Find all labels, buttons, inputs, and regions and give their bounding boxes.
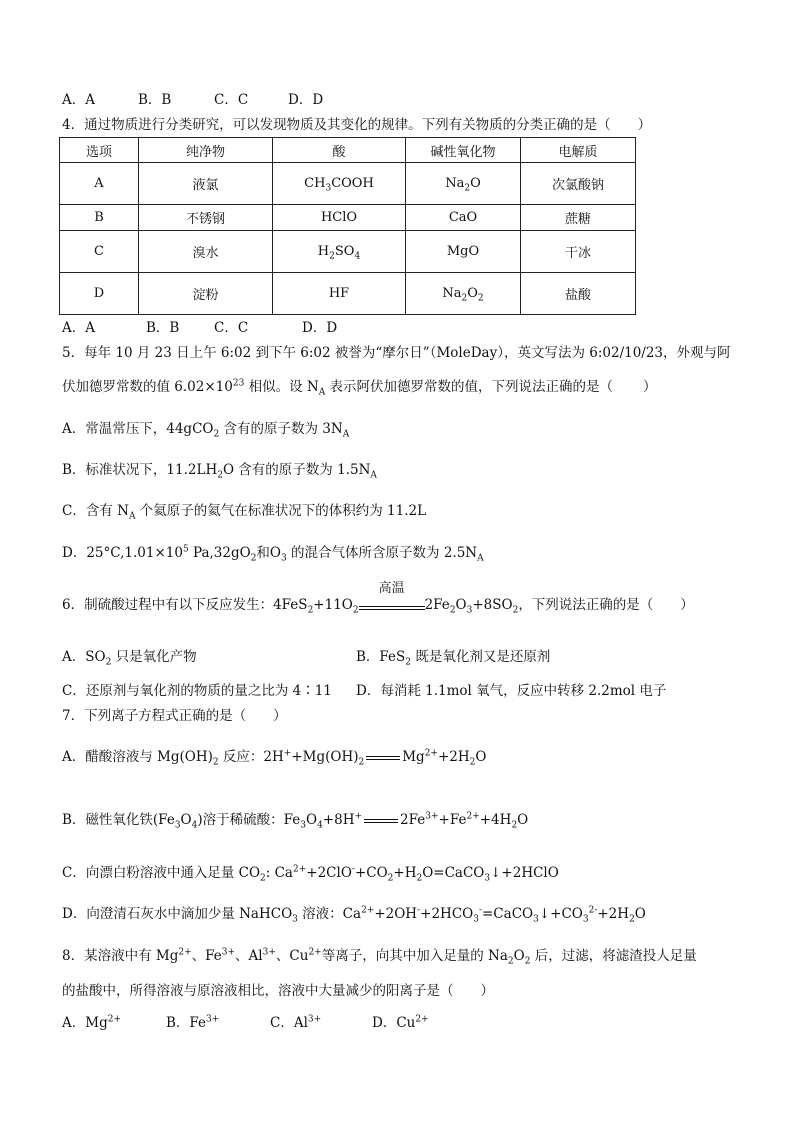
table-cell: 盐酸 [521,273,636,315]
q7-option-c[interactable]: C．向漂白粉溶液中通入足量 $CO_2$: $Ca^{2+}+2ClO^-+CO_2+H_2O=CaCO_3↓+2HClO$ [62,864,559,884]
q3-option-c[interactable]: C．C [214,92,249,108]
table-row [60,205,636,231]
q4-classification-table [59,137,636,315]
table-row [60,273,636,315]
q8-option-c[interactable]: C．$Al^{3+}$ [270,1014,322,1031]
q3-option-a[interactable]: A．A [62,92,95,108]
header-cell: 纯净物 [139,138,273,163]
q8-stem-line1: 8．某溶液中有 $Mg^{2+}$、$Fe^{3+}$、$Al^{3+}$、$Cu^{2+}$等离子，向其中加入足量的 $Na_2O_2$ 后，过滤，将滤渣投人足量 [62,947,697,967]
table-cell: 蔗糖 [521,205,636,231]
table-row [60,231,636,273]
q5-stem-line1: 5．每年 10 月 23 日上午 6:02 到下午 6:02 被誉为“摩尔日”（MoleDay），英文写法为 6:02/10/23，外观与阿 [62,345,731,361]
reaction-condition [359,580,425,610]
table-cell: CaO [406,205,521,231]
q5-option-c[interactable]: C．含有 $N_A$ 个氦原子的氦气在标准状况下的体积约为 11.2L [62,503,427,522]
table-cell: 淀粉 [139,273,273,315]
q5-option-d[interactable]: D．$25^\circ C,1.01\times 10^5$ $Pa,32gO_2$和$O_3$ 的混合气体所含原子数为 $2.5N_A$ [62,544,484,564]
q5-stem-line2: 伏加德罗常数的值 $6.02\times 10^{23}$ 相似。设 $N_A$ 表示阿伏加德罗常数的值，下列说法正确的是（ ） [62,378,657,398]
table-cell: $CH_3COOH$ [273,163,406,205]
q7-option-b[interactable]: B．磁性氧化铁$(Fe_3O_4)$溶于稀硫酸：$Fe_3O_4+8H^+$ $2Fe^{3+}+Fe^{2+}+4H_2O$ [62,811,529,831]
table-cell: 溴水 [139,231,273,273]
header-cell: 酸 [273,138,406,163]
table-cell: HClO [273,205,406,231]
table-cell: 次氯酸钠 [521,163,636,205]
table-cell: C [60,231,139,273]
q5-option-b[interactable]: B．标准状况下，$11.2LH_2O$ 含有的原子数为 $1.5N_A$ [62,462,377,481]
table-header-row [60,138,636,163]
q4-options [62,319,337,337]
header-cell: 碱性氧化物 [406,138,521,163]
q6-option-d[interactable]: D．每消耗 1.1mol 氧气，反应中转移 2.2mol 电子 [356,683,667,699]
q4-option-d[interactable]: D．D [302,320,338,336]
table-cell: 不锈钢 [139,205,273,231]
q4-stem: 4．通过物质进行分类研究，可以发现物质及其变化的规律。下列有关物质的分类正确的是（ ） [62,117,652,133]
q7-stem: 7．下列离子方程式正确的是（ ） [62,708,287,724]
q8-option-a[interactable]: A．$Mg^{2+}$ [62,1014,121,1031]
q4-option-a[interactable]: A．A [62,320,95,336]
table-row [60,163,636,205]
q6-option-a[interactable]: A．$SO_2$ 只是氧化产物 [62,649,197,668]
table-cell: $Na_2O_2$ [406,273,521,315]
q5-option-a[interactable]: A．常温常压下，44gCO$_2$ 含有的原子数为 $3N_A$ [62,421,350,440]
table-cell: HF [273,273,406,315]
q8-option-d[interactable]: D．$Cu^{2+}$ [372,1014,429,1031]
table-cell: B [60,205,139,231]
q4-option-b[interactable]: B．B [146,320,180,336]
q3-options [62,91,323,109]
header-cell: 选项 [60,138,139,163]
q6-stem-suffix: ，下列说法正确的是（ ） [518,597,694,613]
q8-stem-line2: 的盐酸中，所得溶液与原溶液相比，溶液中大量减少的阳离子是（ ） [62,983,494,999]
table-cell: A [60,163,139,205]
q8-option-b[interactable]: B．$Fe^{3+}$ [166,1014,220,1031]
q3-option-d[interactable]: D．D [288,92,324,108]
q6-option-c[interactable]: C．还原剂与氧化剂的物质的量之比为 4∶11 [62,683,332,699]
table-cell: $H_2SO_4$ [273,231,406,273]
table-cell: 干冰 [521,231,636,273]
table-cell: $Na_2O$ [406,163,521,205]
q6-stem: 6．制硫酸过程中有以下反应发生：$4FeS_2+11O_2$ 高温 $2Fe_2O_3+8SO_2$，下列说法正确的是（ ） [62,580,694,616]
q4-option-c[interactable]: C．C [214,320,249,336]
q7-option-d[interactable]: D．向澄清石灰水中滴加少量 NaHCO$_3$ 溶液：$Ca^{2+}+2OH^-+2HCO_3^-=CaCO_3↓+CO_3^{2-}+2H_2O$ [62,905,646,925]
q7-option-a[interactable]: A．醋酸溶液与 $Mg(OH)_2$ 反应：$2H^++Mg(OH)_2$ $Mg^{2+}+2H_2O$ [62,748,487,768]
header-cell: 电解质 [521,138,636,163]
q6-option-b[interactable]: B．FeS$_2$ 既是氧化剂又是还原剂 [356,649,551,668]
table-cell: MgO [406,231,521,273]
q6-stem-prefix: 6．制硫酸过程中有以下反应发生： [62,597,274,613]
condition-label: 高温 [378,580,405,596]
table-cell: D [60,273,139,315]
q8-options [62,1014,429,1032]
q3-option-b[interactable]: B．B [138,92,172,108]
table-cell: 液氯 [139,163,273,205]
